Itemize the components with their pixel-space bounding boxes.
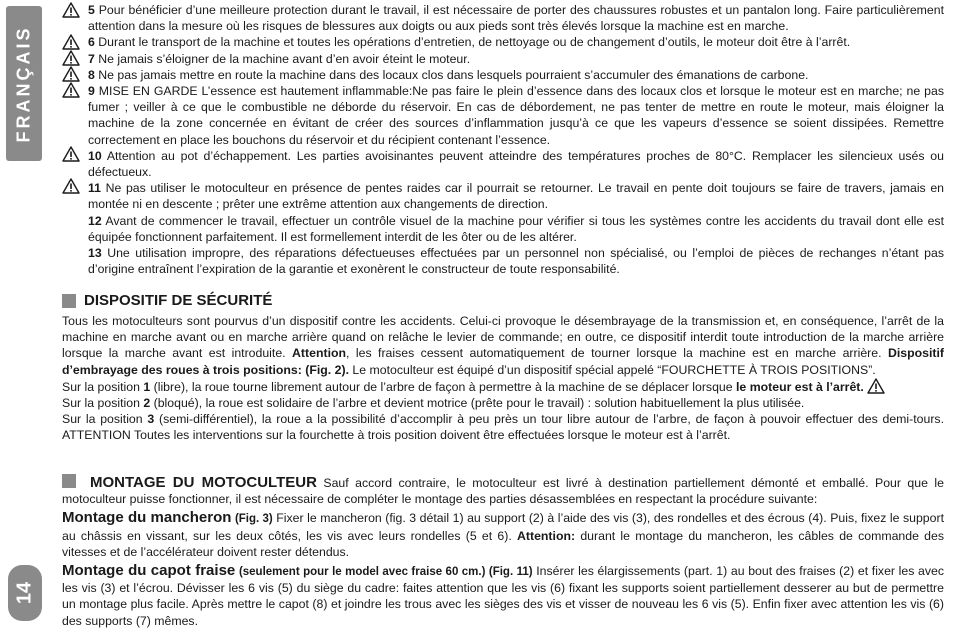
warning-text: MISE EN GARDE L’essence est hautement inflammable:Ne pas faire le plein d’essence dans des locaux clos et lorsque le moteur est en marche; ne pas fumer ; veiller à ce que le combustible ne déborde du réservoir. En cas de débordement, ne pas tenter de mettre en route le moteur, mais éloigner la machine de la zone concernée en évitant de créer des sources d’inflammation jusqu’à ce que les vapeurs d’essence se soient dissipées. Remettre correctement en place les bouchons du réservoir et du récipient contenant l’essence. bbox=[88, 84, 944, 147]
warning-icon bbox=[62, 34, 80, 50]
security-section bbox=[62, 292, 944, 444]
warning-text: Une utilisation impropre, des réparations défectueuses effectuées par un personnel non spécialisé, ou l’emploi de pièces de rechanges n’étant pas d’origine entraînent l’expiration de la garantie et exonèrent le constructeur de toute responsabilité. bbox=[88, 246, 944, 277]
warning-text: Ne pas utiliser le motoculteur en présence de pentes raides car il pourrait se retourner. Le travail en pente doit toujours se faire de travers, jamais en montée ni en descente ; prêter une extrême attention aux changements de direction. bbox=[88, 181, 944, 212]
warning-icon bbox=[62, 178, 80, 194]
warning-number: 6 bbox=[88, 35, 95, 50]
montage-section bbox=[62, 474, 944, 629]
page-number: 14 bbox=[13, 581, 36, 605]
warning-icon bbox=[62, 2, 80, 18]
page-number-badge bbox=[8, 565, 42, 621]
warning-icon bbox=[867, 378, 885, 394]
warning-number: 12 bbox=[88, 213, 102, 228]
security-paragraph: Tous les motoculteurs sont pourvus d’un dispositif contre les accidents. Celui-ci provoque le désembrayage de la transmission et, en conséquence, l’arrêt de la machine en marche avant ou en marche arrière quand on relâche le levier de commande; en outre, ce dispositif interdit toute introduction de la marche arrière lorsque la marche avant est introduite. Attention, les fraises cessent automatiquement de tourner lorsque la machine est en marche arrière. Dispositif d’embrayage des roues à trois positions: (Fig. 2). Le motoculteur est équipé d’un dispositif spécial appelé “FOURCHETTE À TROIS POSITIONS”. bbox=[62, 314, 945, 377]
warning-number: 8 bbox=[88, 67, 95, 82]
safety-warnings bbox=[88, 2, 944, 277]
warning-item bbox=[88, 51, 944, 67]
mancheron-paragraph: Montage du mancheron (Fig. 3) Fixer le mancheron (fig. 3 détail 1) au support (2) à l’aide des vis (3), des rondelles et des écrous (4). Puis, fixez le support au châssis en vissant, sur les deux côtés, les vis avec leurs rondelles (5 et 6). Attention: durant le montage du mancheron, les câbles de commande des vitesses et de l’accélérateur doivent rester détendus. bbox=[62, 509, 945, 559]
position-1-paragraph: Sur la position 1 (libre), la roue tourne librement autour de l’arbre de façon à permettre à la machine de se déplacer lorsque le moteur est à l’arrêt. bbox=[62, 378, 944, 395]
warning-icon bbox=[62, 66, 80, 82]
warning-number: 9 bbox=[88, 84, 95, 99]
montage-intro: MONTAGE DU MOTOCULTEUR Sauf accord contraire, le motoculteur est livré à destination partiellement démonté et emballé. Pour que le motoculteur puisse fonctionner, il est nécessaire de compléter le montage des parties désassemblées en respectant la procédure suivante: bbox=[62, 474, 944, 507]
warning-item bbox=[88, 245, 944, 277]
warning-text: Attention au pot d’échappement. Les parties avoisinantes peuvent atteindre des températures proches de 80°C. Remplacer les silencieux usés ou défectueux. bbox=[88, 148, 944, 180]
language-tab-label: FRANÇAIS bbox=[13, 25, 34, 142]
capot-title: Montage du capot fraise bbox=[62, 562, 236, 580]
warning-number: 11 bbox=[88, 181, 101, 196]
security-heading bbox=[62, 292, 944, 309]
mancheron-title: Montage du mancheron bbox=[62, 509, 232, 527]
montage-title: MONTAGE DU MOTOCULTEUR bbox=[90, 474, 317, 491]
warning-number: 10 bbox=[88, 148, 102, 163]
warning-item bbox=[88, 213, 944, 245]
warning-item bbox=[88, 34, 944, 50]
section-marker bbox=[62, 474, 76, 488]
language-tab bbox=[6, 6, 42, 161]
security-title: DISPOSITIF DE SÉCURITÉ bbox=[84, 292, 273, 309]
warning-item bbox=[88, 83, 944, 148]
warning-number: 13 bbox=[88, 246, 102, 261]
warning-item bbox=[88, 180, 944, 212]
warning-icon bbox=[62, 82, 80, 98]
position-3-paragraph: Sur la position 3 (semi-différentiel), la roue a la possibilité d’accomplir à peu près un tour libre autour de l’arbre, de façon à pouvoir effectuer des demi-tours. ATTENTION Toutes les interventions sur la fourchette à trois position doivent être effectuées lorsque le moteur est à l’arrêt. bbox=[62, 412, 944, 443]
warning-item bbox=[88, 2, 944, 34]
warning-text: Avant de commencer le travail, effectuer un contrôle visuel de la machine pour vérifier si tous les systèmes contre les accidents du travail dont elle est équipée fonctionnent parfaitement. Il est formellement interdit de les ôter ou de les altérer. bbox=[88, 213, 944, 244]
warning-item bbox=[88, 148, 944, 180]
warning-number: 5 bbox=[88, 3, 95, 17]
warning-text: Durant le transport de la machine et toutes les opérations d’entretien, de nettoyage ou de changement d’outils, le moteur doit être à l’arrêt. bbox=[98, 35, 851, 50]
warning-icon bbox=[62, 146, 80, 162]
position-2-paragraph: Sur la position 2 (bloqué), la roue est solidaire de l’arbre et devient motrice (prête pour le travail) : solution habituellement la plus utilisée. bbox=[62, 396, 805, 411]
warning-number: 7 bbox=[88, 51, 95, 66]
section-marker bbox=[62, 294, 76, 308]
warning-icon bbox=[62, 50, 80, 66]
warning-text: Ne pas jamais mettre en route la machine dans des locaux clos dans lesquels pourraient s’accumuler des émanations de carbone. bbox=[98, 67, 809, 82]
warning-text: Ne jamais s’éloigner de la machine avant d’en avoir éteint le moteur. bbox=[98, 51, 471, 66]
capot-paragraph: Montage du capot fraise (seulement pour le model avec fraise 60 cm.) (Fig. 11) Insérer les élargissements (part. 1) au bout des fraises (2) et fixer les avec les vis (3) et l’écrou. Dévisser les 6 vis (5) du siège du cadre: faites attention que les vis (6) fixant les supports soient partiellement desserer au but de permettre un montage plus facile. Après mettre le capot (8) et joindre les trous avec les sièges des vis et visser de nouveau les 6 vis (5). Enfin fixer avec attention les vis (6) des supports (7) mêmes. bbox=[62, 562, 945, 628]
warning-item bbox=[88, 67, 944, 83]
warning-text: Pour bénéficier d’une meilleure protection durant le travail, il est nécessaire de porter des chaussures robustes et un pantalon long. Faire particulièrement attention dans la mesure où les risques de blessures aux doigts ou aux pieds sont très élevés lorsque la machine est en marche. bbox=[88, 3, 945, 34]
